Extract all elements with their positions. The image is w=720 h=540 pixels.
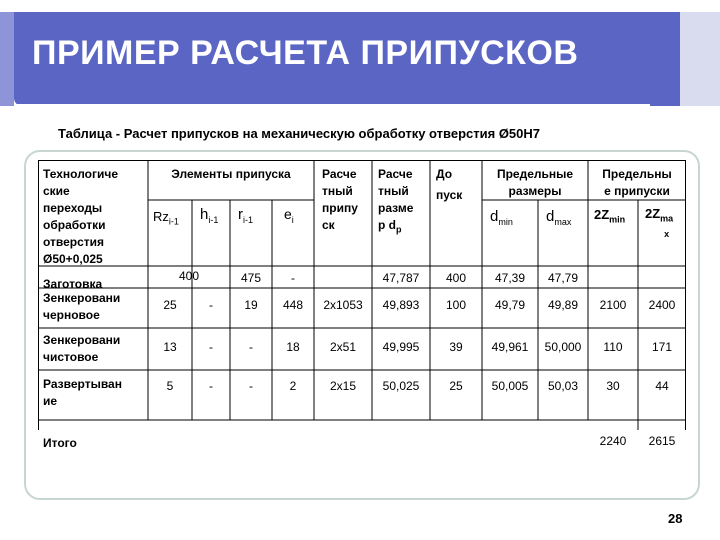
- cell-dmin: 49,79: [494, 298, 526, 312]
- row-name: Зенкеровани чистовое: [43, 333, 121, 364]
- cell-e: 2: [289, 379, 297, 393]
- cell-dmax: 47,79: [547, 271, 579, 285]
- cell-zmax: 171: [651, 340, 673, 354]
- cell-calc-size: 50,025: [382, 379, 420, 393]
- title-band: [14, 12, 714, 106]
- header-line: е припуски: [604, 184, 670, 198]
- cell-rz-h: 400: [178, 269, 200, 283]
- cell-calc-size: 47,787: [382, 271, 420, 285]
- cell-r: 475: [240, 271, 262, 285]
- header-line: разме: [378, 201, 414, 215]
- header-limit-sizes: [482, 166, 588, 200]
- cell-h: -: [209, 298, 213, 312]
- header-line: размеры: [508, 184, 562, 198]
- total-label: Итого: [43, 436, 77, 450]
- cell-zmax: 2400: [648, 298, 676, 312]
- page-number: 28: [668, 511, 683, 526]
- header-h: $h_{i-1}$: [200, 206, 219, 225]
- cell-dmin: 47,39: [494, 271, 526, 285]
- header-line: Технологиче: [43, 167, 119, 181]
- cell-e: 448: [282, 298, 304, 312]
- title-underline: [14, 104, 650, 106]
- cell-zmin: 110: [603, 340, 623, 354]
- cell-dmax: 49,89: [547, 298, 579, 312]
- header-line: ск: [322, 218, 335, 232]
- cell-r: -: [249, 340, 253, 354]
- header-calc-size: [378, 166, 413, 238]
- row-name: Заготовка: [43, 277, 103, 291]
- cell-r: 19: [244, 298, 258, 312]
- row-name: Зенкеровани черновое: [43, 291, 121, 322]
- header-transitions: [43, 166, 118, 268]
- cell-e: -: [291, 271, 295, 285]
- cell-h: -: [209, 379, 213, 393]
- header-line: Ø50+0,025: [43, 252, 103, 266]
- header-line: переходы: [43, 201, 103, 215]
- cell-calc-size: 49,893: [382, 298, 420, 312]
- cell-r: -: [249, 379, 253, 393]
- header-line: обработки: [43, 218, 106, 232]
- header-allowance-elements: Элементы припуска: [171, 167, 291, 181]
- header-zmax: $2Z_{ma}$ x: [645, 206, 674, 239]
- decorative-panel: [680, 12, 720, 106]
- cell-e: 18: [286, 340, 300, 354]
- cell-rz: 25: [163, 298, 177, 312]
- cell-zmin: 30: [606, 379, 620, 393]
- cell-zmin: 2100: [599, 298, 627, 312]
- allowance-table: [38, 160, 686, 466]
- table-caption: Таблица - Расчет припусков на механическую обработку отверстия Ø50Н7: [58, 126, 541, 141]
- row-name: Развертыван ие: [43, 377, 122, 408]
- total-zmin: 2240: [599, 434, 627, 448]
- cell-dmin: 50,005: [491, 379, 529, 393]
- header-tolerance: [436, 166, 462, 204]
- cell-h: -: [209, 340, 213, 354]
- slide-title: ПРИМЕР РАСЧЕТА ПРИПУСКОВ: [32, 34, 579, 72]
- header-line: Расче: [378, 167, 413, 181]
- header-line: отверстия: [43, 235, 105, 249]
- header-line: Расче: [322, 167, 357, 181]
- cell-dmax: 50,03: [547, 379, 579, 393]
- cell-calc-size: 49,995: [382, 340, 420, 354]
- header-line: тный: [378, 184, 409, 198]
- cell-tolerance: 39: [449, 340, 463, 354]
- header-rz: $Rz_{i-1}$: [153, 209, 179, 227]
- header-calc-allowance: [322, 166, 358, 234]
- header-line: До: [436, 167, 453, 181]
- cell-tolerance: 25: [449, 379, 463, 393]
- header-line: тный: [322, 184, 353, 198]
- header-zmin: $2Z_{min}$: [594, 207, 626, 225]
- cell-rz: 13: [163, 340, 177, 354]
- cell-zmax: 44: [655, 379, 669, 393]
- cell-dmax: 50,000: [544, 340, 582, 354]
- header-r: $r_{i-1}$: [238, 206, 254, 225]
- cell-dmin: 49,961: [491, 340, 529, 354]
- header-line: Предельные: [496, 167, 574, 181]
- cell-calc-allowance: 2х1053: [323, 298, 363, 312]
- header-line: ские: [43, 184, 70, 198]
- header-dmax: $d_{max}$: [546, 208, 572, 227]
- header-dmin: $d_{min}$: [490, 208, 513, 227]
- header-line: Предельны: [602, 167, 672, 181]
- header-e: $e_i$: [284, 206, 294, 225]
- cell-tolerance: 400: [445, 271, 467, 285]
- header-limit-allowances: [588, 166, 686, 200]
- cell-calc-allowance: 2х51: [329, 340, 357, 354]
- cell-rz: 5: [166, 379, 174, 393]
- cell-tolerance: 100: [445, 298, 467, 312]
- header-line: пуск: [436, 188, 463, 202]
- cell-calc-allowance: 2х15: [329, 379, 357, 393]
- header-line: припу: [322, 201, 358, 215]
- total-zmax: 2615: [648, 434, 676, 448]
- header-line: р $d_р$: [378, 218, 402, 235]
